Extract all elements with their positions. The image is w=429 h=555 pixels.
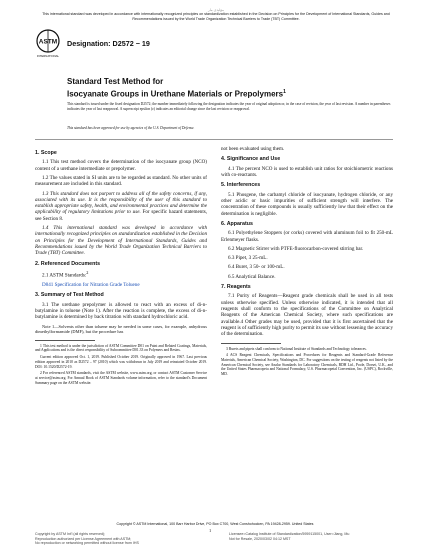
astm-logo-icon (35, 29, 61, 59)
document-title (67, 77, 387, 100)
para-4-1: 4.1 The percent NCO is used to establish unit ratios for stoichiometric reactions with co-reactants. (221, 165, 393, 178)
section-6-heading: 6. Apparatus (221, 220, 253, 227)
footnote-3: 3 Burets and pipets shall conform to National Institute of Standards and Technology tolerances. (226, 346, 367, 351)
para-6-3: 6.3 Pipet, 3 25-mL. (228, 255, 268, 262)
section-1-heading: 1. Scope (35, 150, 57, 156)
section-3-heading: 3. Summary of Test Method (35, 292, 104, 299)
para-6-5: 6.5 Analytical Balance. (228, 273, 276, 280)
para-2-1: 2.1 ASTM Standards:$^2$ (42, 269, 89, 279)
para-1-3-safety: 1.3 This standard does not purport to address all of the safety concerns, if any, associated with its use. It is the responsibility of the user of this standard to establish appropriate safety, health, and environmental practices and determine the applicability of regulatory limitations prior to use. (35, 190, 207, 216)
reference-title[interactable]: Specification for Nitration Grade Toluene (54, 281, 140, 288)
right-column (221, 146, 393, 379)
title-line-1: Standard Test Method for (67, 77, 164, 86)
copyright-line: Copyright © ASTM International, 100 Barr Harbor Drive, PO Box C700, West Conshohocken, PA 19428-2959. United States (116, 522, 314, 526)
approved-note: This standard has been approved for use by agencies of the U.S. Department of Defense. (67, 126, 195, 130)
para-1-2: 1.2 The values stated in SI units are to be regarded as standard. No other units of measurement are included in this standard. (35, 175, 207, 188)
para-1-3-hazard: For specific hazard statements, see Section 8. (35, 209, 207, 222)
header-notice-text: This international standard was developed in accordance with internationally recognized principles on standardization established in the Decision on Principles for the Development of International Standards, Guides and Recommendations issued by the World Trade Organization Technical Barriers to Trade (TBT) Committee. (42, 12, 390, 21)
footnote-4: 4 ACS Reagent Chemicals, Specifications and Procedures for Reagents and Standard-Grade Reference Materials, American Chemical Society, Washington, DC. For suggestions on the testing of reagents not listed by the American Chemical Society, see Analar Standards for Laboratory Chemicals, BDH Ltd., Poole, Dorset, U.K., and the United States Pharmacopeia and National Formulary, U.S. Pharmacopeial Convention, Inc. (USPC), Rockville, MD. (221, 353, 393, 377)
footnote-1-edition: Current edition approved Oct. 1, 2019. Published October 2019. Originally approved in 1967. Last previous edition approved in 2010 as D2572 – 97 (2010) which was withdrawn in July 2019 and reinstated October 2019. DOI: 10.1520/D2572-19. (35, 355, 207, 369)
para-6-4: 6.4 Buret, 3 50- or 100-mL. (228, 264, 285, 271)
issued-note: This standard is issued under the fixed designation D2572; the number immediately following the designation indicates the year of original adoption or, in the case of revision, the year of last revision. A number in parentheses indicates the year of last reapproval. A superscript epsilon (ε) indicates an editorial change since the last revision or reapproval. (67, 102, 391, 111)
left-column (35, 146, 207, 387)
footnote-divider-right (221, 343, 281, 344)
title-footnote-mark: 1 (283, 89, 286, 95)
logo-text: ASTM (38, 38, 58, 46)
header-notice (40, 8, 392, 21)
para-6-1: 6.1 Polyethylene Stoppers (or corks) covered with aluminum foil to fit 250-mL Erlenmeyer flasks. (221, 230, 393, 243)
section-7-heading: 7. Reagents (221, 284, 251, 291)
header-divider (35, 139, 393, 140)
note-1: Note 1—Solvents other than toluene may be needed in some cases, for example, anhydrous dimethylformamide (DMF), but the procedure has (35, 323, 207, 335)
astm-logo (35, 29, 61, 59)
section-2-heading: 2. Referenced Documents (35, 260, 101, 267)
footnote-mark-2: 2 (86, 269, 89, 275)
para-1-1: 1.1 This test method covers the determination of the isocyanate group (NCO) content of a urethane intermediate or prepolymer. (35, 159, 207, 172)
para-5-1: 5.1 Phosgene, the carbamyl chloride of isocyanate, hydrogen chloride, or any other acidic or basic impurities of sufficient strength will interfere. The concentration of these compounds is usually sufficiently low that their effect on the determination is negligible. (221, 191, 393, 217)
header-faint-line: مۆلیدی مار (208, 8, 224, 12)
footer-license-right: Licensee=Catalog Institute of Standardization/5959115001, User=Jiang, Mu Not for Resale, 2020/03/02 04:12 MST (229, 532, 350, 541)
section-4-heading: 4. Significance and Use (221, 156, 281, 163)
para-1-4: 1.4 This international standard was developed in accordance with internationally recognized principles on standardization established in the Decision on Principles for the Development of International Standards, Guides and Recommendations issued by the World Trade Organization Technical Barriers to Trade (TBT) Committee. (35, 225, 207, 257)
footer-license-left: Copyright by ASTM Int'l (all rights reserved); Reproduction authorized per License Agreement with ASTM; No reproduction or networking permitted without license from IHS (35, 532, 139, 546)
para-7-1: 7.1 Purity of Reagents—Reagent grade chemicals shall be used in all tests unless otherwise specified. Unless otherwise indicated, it is intended that all reagents shall conform to the specifications of the Committee on Analytical Reagents of the American Chemical Society, where such specifications are available.4 Other grades may be used, provided that it is first ascertained that the reagent is of sufficiently high purity to permit its use without lessening the accuracy of the determination. (221, 293, 393, 338)
section-5-heading: 5. Interferences (221, 182, 261, 189)
note-1-continued: not been evaluated using them. (221, 146, 285, 152)
reference-code[interactable]: D841 (42, 281, 54, 288)
footnote-divider (35, 340, 95, 341)
designation: Designation: D2572 − 19 (67, 39, 150, 48)
para-6-2: 6.2 Magnetic Stirrer with PTFE-fluorocarbon-covered stirring bar. (228, 245, 364, 252)
page-number: 1 (209, 528, 212, 533)
reference-d841[interactable] (35, 282, 207, 288)
para-1-3 (35, 191, 207, 222)
footnote-2: 2 For referenced ASTM standards, visit the ASTM website, www.astm.org, or contact ASTM Customer Service at service@astm.org. For Annual Book of ASTM Standards volume information, refer to the standard's Document Summary page on the ASTM website. (35, 371, 207, 385)
footnote-1: 1 This test method is under the jurisdiction of ASTM Committee D01 on Paint and Related Coatings, Materials, and Applications and is the direct responsibility of Subcommittee D01.33 on Polymers and Resins. (35, 343, 207, 353)
title-line-2: Isocyanate Groups in Urethane Materials or Prepolymers$^1$ (67, 89, 286, 99)
logo-subtext: INTERNATIONAL (36, 54, 60, 58)
para-3-1: 3.1 The urethane prepolymer is allowed to react with an excess of di-n-butylamine in toluene (Note 1). After the reaction is complete, the excess of di-n-butylamine is determined by back titration with standard hydrochloric acid. (35, 301, 207, 321)
